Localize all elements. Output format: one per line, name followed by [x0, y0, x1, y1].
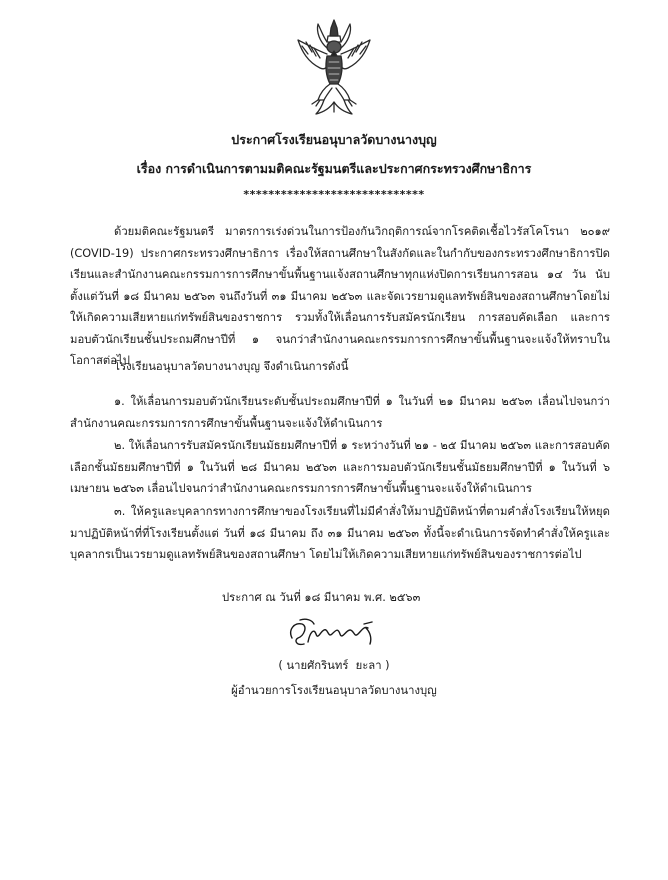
announcement-title: ประกาศโรงเรียนอนุบาลวัดบางนางบุญ — [231, 132, 437, 147]
paragraph-intro: ด้วยมติคณะรัฐมนตรี มาตรการเร่งด่วนในการป้องกันวิกฤติการณ์จากโรคติดเชื้อไวรัสโคโรนา ๒๐๑๙ (COVID-19) ประกาศกระทรวงศึกษาธิการ เรื่องให้สถานศึกษาในสังกัดและในกำกับของกระทรวงศึกษาธิการปิดเรียนและสำนักงานคณะกรรมการการศึกษาขั้นพื้นฐานแจ้งสถานศึกษาทุกแห่งปิดการเรียนการสอน ๑๔ วัน นับตั้งแต่วันที่ ๑๘ มีนาคม ๒๕๖๓ จนถึงวันที่ ๓๑ มีนาคม ๒๕๖๓ และจัดเวรยามดูแลทรัพย์สินของสถานศึกษาโดยไม่ให้เกิดความเสียหายแก่ทรัพย์สินของราชการ รวมทั้งให้เลื่อนการรับสมัครนักเรียน การสอบคัดเลือก และการมอบตัวนักเรียนชั้นประถมศึกษาปีที่ ๑ จนกว่าสำนักงานคณะกรรมการการศึกษาขั้นพื้นฐานจะแจ้งให้ทราบในโอกาสต่อไป — [70, 225, 610, 367]
garuda-emblem-icon — [294, 18, 374, 116]
announcement-subject: เรื่อง การดำเนินการตามมติคณะรัฐมนตรีและประกาศกระทรวงศึกษาธิการ — [136, 161, 532, 176]
paragraph-action: โรงเรียนอนุบาลวัดบางนางบุญ จึงดำเนินการดังนี้ — [114, 360, 349, 373]
list-item-2: ๒. ให้เลื่อนการรับสมัครนักเรียนมัธยมศึกษาปีที่ ๑ ระหว่างวันที่ ๒๑ - ๒๕ มีนาคม ๒๕๖๓ และการสอบคัดเลือกชั้นมัธยมศึกษาปีที่ ๑ ในวันที่ ๒๘ มีนาคม ๒๕๖๓ และการมอบตัวนักเรียนชั้นมัธยมศึกษาปีที่ ๑ ในวันที่ ๖ เมษายน ๒๕๖๓ เลื่อนไปจนกว่าสำนักงานคณะกรรมการการศึกษาขั้นพื้นฐานจะแจ้งให้ดำเนินการ — [70, 439, 610, 495]
separator-stars: ***************************** — [243, 188, 425, 201]
announcement-date: ประกาศ ณ วันที่ ๑๘ มีนาคม พ.ศ. ๒๕๖๓ — [222, 591, 421, 604]
list-item-3: ๓. ให้ครูและบุคลากรทางการศึกษาของโรงเรียนที่ไม่มีคำสั่งให้มาปฏิบัติหน้าที่ตามคำสั่งโรงเรียนให้หยุดมาปฏิบัติหน้าที่ที่โรงเรียนตั้งแต่ วันที่ ๑๘ มีนาคม ถึง ๓๑ มีนาคม ๒๕๖๓ ทั้งนี้จะดำเนินการจัดทำคำสั่งให้ครูและบุคลากรเป็นเวรยามดูแลทรัพย์สินของสถานศึกษา โดยไม่ให้เกิดความเสียหายแก่ทรัพย์สินของราชการต่อไป — [70, 505, 610, 561]
handwritten-signature — [286, 616, 382, 650]
signer-position: ผู้อำนวยการโรงเรียนอนุบาลวัดบางนางบุญ — [231, 684, 437, 697]
signer-name: ( นายศักรินทร์ ยะลา ) — [278, 659, 390, 672]
list-item-1: ๑. ให้เลื่อนการมอบตัวนักเรียนระดับชั้นประถมศึกษาปีที่ ๑ ในวันที่ ๒๑ มีนาคม ๒๕๖๓ เลื่อนไปจนกว่าสำนักงานคณะกรรมการการศึกษาขั้นพื้นฐานจะแจ้งให้ดำเนินการ — [70, 395, 610, 430]
